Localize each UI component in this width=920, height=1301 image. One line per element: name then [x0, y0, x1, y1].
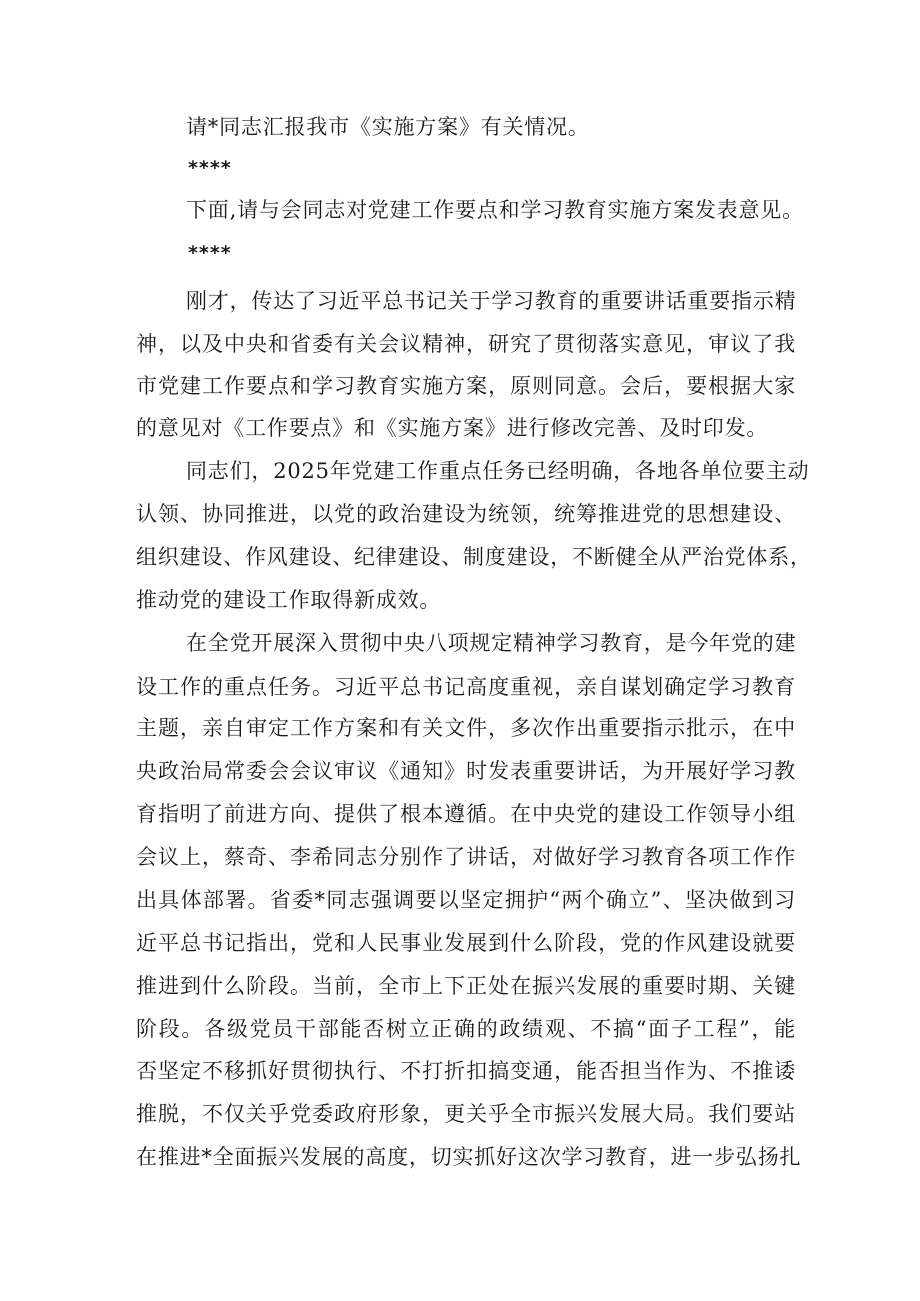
separator-stars: **** — [188, 242, 232, 264]
text-line: 下面,请与会同志对党建工作要点和学习教育实施方案发表意见。 — [186, 198, 804, 222]
text-line: 认领、协同推进，以党的政治建设为统领，统筹推进党的思想建设、 — [136, 502, 796, 526]
text-line: 在全党开展深入贯彻中央八项规定精神学习教育，是今年党的建 — [186, 631, 797, 655]
text-line: 否坚定不移抓好贯彻执行、不打折扣搞变通，能否担当作为、不推诿 — [136, 1059, 796, 1083]
text-line: 推动党的建设工作取得新成效。 — [136, 588, 442, 612]
text-line: 市党建工作要点和学习教育实施方案，原则同意。会后，要根据大家 — [136, 374, 796, 398]
text-line: 神，以及中央和省委有关会议精神，研究了贯彻落实意见，审议了我 — [136, 332, 796, 356]
text-line: 会议上，蔡奇、李希同志分别作了讲话，对做好学习教育各项工作作 — [136, 845, 796, 869]
text-line: 同志们，2025年党建工作重点任务已经明确，各地各单位要主动 — [186, 459, 810, 483]
text-line: 刚才，传达了习近平总书记关于学习教育的重要讲话重要指示精 — [186, 289, 797, 313]
text-line: 育指明了前进方向、提供了根本遵循。在中央党的建设工作领导小组 — [136, 802, 796, 826]
text-line: 推脱，不仅关乎党委政府形象，更关乎全市振兴发展大局。我们要站 — [136, 1102, 796, 1126]
text-line: 主题，亲自审定工作方案和有关文件，多次作出重要指示批示，在中 — [136, 716, 796, 740]
text-line: 设工作的重点任务。习近平总书记高度重视，亲自谋划确定学习教育 — [136, 675, 796, 699]
text-line: 出具体部署。省委*同志强调要以坚定拥护“两个确立”、坚决做到习 — [136, 888, 796, 912]
text-line: 推进到什么阶段。当前，全市上下正处在振兴发展的重要时期、关键 — [136, 974, 796, 998]
text-line: 近平总书记指出，党和人民事业发展到什么阶段，党的作风建设就要 — [136, 931, 796, 955]
text-line: 阶段。各级党员干部能否树立正确的政绩观、不搞“面子工程”，能 — [136, 1017, 796, 1041]
text-line: 在推进*全面振兴发展的高度，切实抓好这次学习教育，进一步弘扬扎 — [136, 1145, 802, 1169]
text-line: 请*同志汇报我市《实施方案》有关情况。 — [186, 115, 590, 139]
text-line: 的意见对《工作要点》和《实施方案》进行修改完善、及时印发。 — [136, 416, 769, 440]
separator-stars: **** — [188, 157, 232, 179]
text-line: 央政治局常委会会议审议《通知》时发表重要讲话，为开展好学习教 — [136, 759, 796, 783]
text-line: 组织建设、作风建设、纪律建设、制度建设，不断健全从严治党体系， — [136, 545, 812, 569]
